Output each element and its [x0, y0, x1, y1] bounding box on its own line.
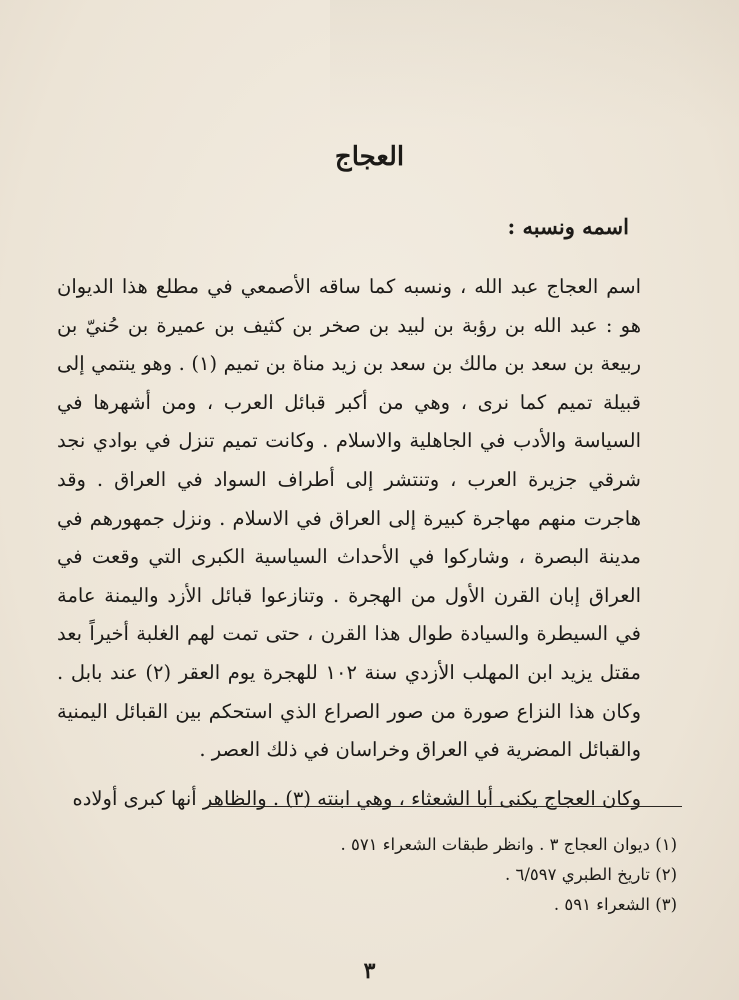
footnote-1: (١) ديوان العجاج ٣ . وانظر طبقات الشعراء ٥٧١ . [340, 835, 677, 854]
page-number: ٣ [363, 958, 376, 984]
show-through-bleed [330, 0, 739, 130]
footnotes [77, 830, 677, 920]
paragraph-kunya: وكان العجاج يكنى أبا الشعثاء ، وهي ابنته (٣) . والظاهر أنها كبرى أولاده [72, 786, 641, 810]
chapter-title: العجاج [334, 142, 405, 172]
paragraph-lineage: اسم العجاج عبد الله ، ونسبه كما ساقه الأصمعي في مطلع هذا الديوان هو : عبد الله بن رؤبة بن لبيد بن صخر بن كثيف بن عميرة بن حُنيّ بن ربيعة بن سعد بن مالك بن سعد بن زيد مناة بن تميم (١) . وهو ينتمي إلى قبيلة تميم كما نرى ، وهي من أكبر قبائل العرب ، ومن أشهرها في السياسة والأدب في الجاهلية والاسلام . وكانت تميم تنزل في بوادي نجد شرقي جزيرة العرب ، وتنتشر إلى أطراف السواد في العراق . وقد هاجرت منهم مهاجرة كبيرة إلى العراق في الاسلام . ونزل جمهورهم في مدينة البصرة ، وشاركوا في الأحداث السياسية الكبرى التي وقعت في العراق إبان القرن الأول من الهجرة . وتنازعوا قبائل الأزد واليمنة عامة في السيطرة والسيادة طوال هذا القرن ، حتى تمت لهم الغلبة أخيراً بعد مقتل يزيد ابن المهلب الأزدي سنة ١٠٢ للهجرة يوم العقر (٢) عند بابل . وكان هذا النزاع صورة من صور الصراع الذي استحكم بين القبائل اليمنية والقبائل المضرية في العراق وخراسان في ذلك العصر . [57, 275, 641, 762]
footnote-3: (٣) الشعراء ٥٩١ . [553, 895, 677, 914]
body-text [57, 268, 681, 818]
footnote-2: (٢) تاريخ الطبري ٦/٥٩٧ . [505, 865, 677, 884]
footnote-divider [208, 806, 682, 807]
section-heading: اسمه ونسبه : [507, 214, 629, 239]
